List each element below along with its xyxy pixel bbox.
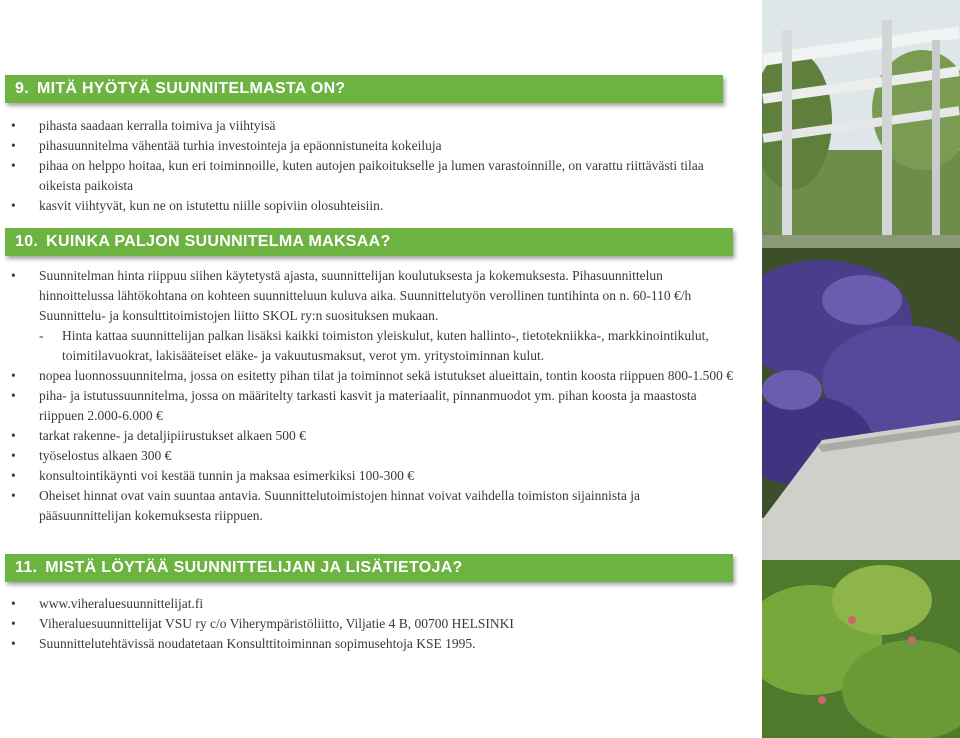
bullet-icon: • xyxy=(11,428,16,443)
bullet-icon: • xyxy=(11,388,16,403)
section-9-title: MITÄ HYÖTYÄ SUUNNITELMASTA ON? xyxy=(36,80,346,97)
bullet-icon: • xyxy=(11,488,16,503)
bullet-icon: • xyxy=(11,636,16,651)
list-item: • työselostus alkaen 300 € xyxy=(0,446,735,466)
list-item: • Suunnitelman hinta riippuu siihen käytetystä ajasta, suunnittelijan koulutuksesta ja kokemuksesta. Pihasuunnittelun hinnoittelussa lähtökohtana on kohteen suunnitteluun kuluva aika. Suunnittelutyön verollinen tuntihinta on n. 60-110 €/h Suunnittelu- ja konsulttitoimistojen liitto SKOL ry:n suosituksen mukaan. xyxy=(11,268,692,323)
bullet-icon: • xyxy=(11,468,16,483)
list-item: • Viheraluesuunnittelijat VSU ry c/o Viherympäristöliitto, Viljatie 4 B, 00700 HELSINKI xyxy=(0,614,735,634)
section-10-list xyxy=(0,266,735,326)
dash-icon: - xyxy=(39,328,44,343)
section-10-header xyxy=(5,228,733,256)
section-10-title: KUINKA PALJON SUUNNITELMA MAKSAA? xyxy=(46,233,391,250)
list-item: • piha- ja istutussuunnitelma, jossa on määritelty tarkasti kasvit ja materiaalit, pinnanmuodot ym. pihan koosta ja maastosta riippuen 2.000-6.000 € xyxy=(11,388,697,423)
bullet-icon: • xyxy=(11,616,16,631)
bullet-icon: • xyxy=(11,268,16,283)
section-11-header xyxy=(5,554,733,582)
list-item: • kasvit viihtyvät, kun ne on istutettu niille sopiviin olosuhteisiin. xyxy=(0,196,735,216)
bullet-icon: • xyxy=(11,198,16,213)
section-10-price-list xyxy=(0,366,735,526)
section-9-header xyxy=(5,75,723,103)
bullet-icon: • xyxy=(11,138,16,153)
website-link[interactable]: www.viheraluesuunnittelijat.fi xyxy=(39,596,204,611)
section-10-number: 10. xyxy=(15,233,39,250)
bullet-icon: • xyxy=(11,118,16,133)
list-item: • Oheiset hinnat ovat vain suuntaa antavia. Suunnittelutoimistojen hinnat voivat vaihdella toimiston sijainnista ja pääsuunnittelijan kokemuksesta riippuen. xyxy=(11,488,641,523)
list-item: • konsultointikäynti voi kestää tunnin ja maksaa esimerkiksi 100-300 € xyxy=(0,466,735,486)
list-item xyxy=(0,594,735,614)
list-item: • pihasuunnitelma vähentää turhia investointeja ja epäonnistuneita kokeiluja xyxy=(0,136,735,156)
bullet-icon: • xyxy=(11,158,16,173)
section-10-subitem: - Hinta kattaa suunnittelijan palkan lisäksi kaikki toimiston yleiskulut, kuten hallinto-, tietotekniikka-, markkinointikulut, toimitilavuokrat, lakisääteiset eläke- ja vakuutusmaksut, verot ym. yritystoiminnan kulut. xyxy=(39,328,709,363)
section-9-list xyxy=(0,116,735,216)
section-9-number: 9. xyxy=(15,80,29,97)
bullet-icon: • xyxy=(11,448,16,463)
bullet-icon: • xyxy=(11,596,16,611)
section-11-list xyxy=(0,594,735,654)
section-11-number: 11. xyxy=(15,559,38,576)
list-item: • pihasta saadaan kerralla toimiva ja viihtyisä xyxy=(0,116,735,136)
bullet-icon: • xyxy=(11,368,16,383)
garden-photo-image xyxy=(762,0,960,738)
list-item: • pihaa on helppo hoitaa, kun eri toiminnoille, kuten autojen paikoitukselle ja lumen varastoinnille, on varattu riittävästi tilaa oikeista paikoista xyxy=(11,158,704,193)
garden-photos xyxy=(762,0,960,738)
list-item: • Suunnittelutehtävissä noudatetaan Konsulttitoiminnan sopimusehtoja KSE 1995. xyxy=(0,634,735,654)
list-item: • tarkat rakenne- ja detaljipiirustukset alkaen 500 € xyxy=(0,426,735,446)
list-item: • nopea luonnossuunnitelma, jossa on esitetty pihan tilat ja toiminnot sekä istutukset alueittain, tontin koosta riippuen 800-1.500 € xyxy=(0,366,735,386)
section-11-title: MISTÄ LÖYTÄÄ SUUNNITTELIJAN JA LISÄTIETOJA? xyxy=(45,559,463,576)
